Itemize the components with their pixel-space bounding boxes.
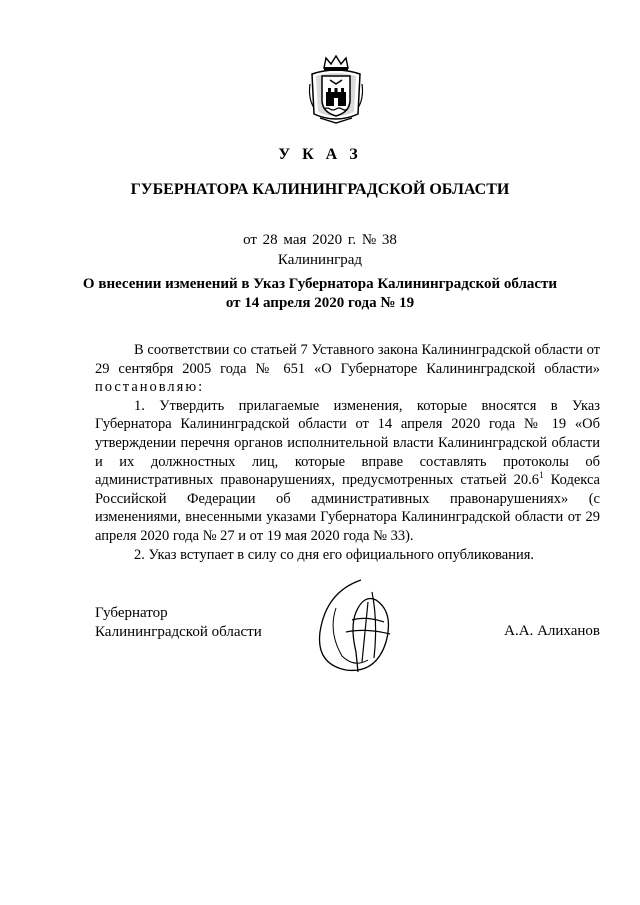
decree-issuer: ГУБЕРНАТОРА КАЛИНИНГРАДСКОЙ ОБЛАСТИ: [130, 181, 510, 198]
handwritten-signature-icon: [306, 572, 406, 682]
decree-city: Калининград: [277, 252, 363, 268]
heading-line-2: от 14 апреля 2020 года № 19: [225, 295, 415, 311]
clause-1-text-b: Кодекса Российской Федерации об административных правонарушениях» (с изменениями, внесенными указами Губернатора Калининградской области от 29 апреля 2020 года № 27 и от 19 мая 2020 года № 33).: [95, 472, 600, 544]
clause-1-superscript: 1: [539, 470, 544, 481]
decree-date-number: от 28 мая 2020 г. № 38: [243, 232, 397, 248]
coat-of-arms-icon: [306, 54, 366, 126]
signer-title-line-2: Калининградской области: [95, 624, 262, 640]
heading-line-1: О внесении изменений в Указ Губернатора Калининградской области: [82, 276, 558, 292]
preamble-paragraph: [95, 341, 600, 397]
decree-operative-word: постановляю:: [95, 379, 205, 396]
clause-2-paragraph: 2. Указ вступает в силу со дня его официального опубликования.: [134, 546, 535, 563]
signer-name: А.А. Алиханов: [504, 623, 600, 639]
decree-body: [95, 341, 600, 564]
clause-1-paragraph: [95, 397, 600, 546]
clause-1-text-a: 1. Утвердить прилагаемые изменения, которые вносятся в Указ Губернатора Калининградской области от 14 апреля 2020 года № 19 «Об утверждении перечня органов исполнительной власти Калининградской области и их должностных лиц, которые вправе составлять протоколы об административных правонарушениях, предусмотренных статьей 20.6: [95, 397, 600, 489]
signer-title-line-1: Губернатор: [95, 605, 168, 621]
preamble-text: В соответствии со статьей 7 Уставного закона Калининградской области от 29 сентября 2005 года № 651 «О Губернаторе Калининградской области»: [95, 342, 600, 377]
decree-heading: [0, 275, 640, 313]
decree-title: У К А З: [278, 146, 362, 163]
signer-title: [95, 604, 262, 642]
